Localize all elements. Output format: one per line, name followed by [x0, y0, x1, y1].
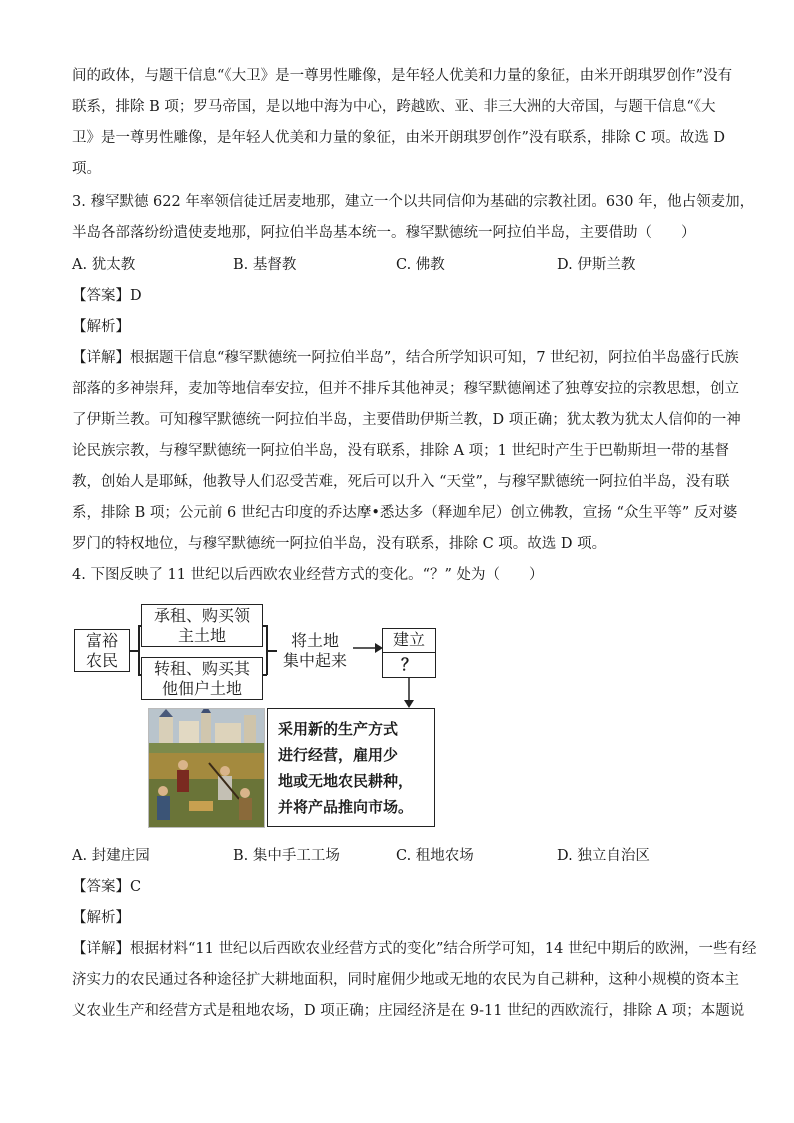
box-text: 将土地: [290, 630, 339, 650]
concentrate-land-box: [277, 629, 353, 672]
box-text: 转租、购买其: [153, 658, 250, 678]
question-4-stem: 4. 下图反映了 11 世纪以后西欧农业经营方式的变化。“？” 处为（ ）: [72, 567, 544, 583]
arrow-down-icon: [402, 678, 416, 708]
box-text: 农民: [85, 650, 118, 670]
description-line: 进行经营，雇用少: [278, 745, 399, 764]
option-b: B. 基督教: [233, 257, 297, 273]
lease-landlord-box: [141, 604, 263, 647]
analysis-label: 【解析】: [72, 910, 130, 926]
text-line: 联系，排除 B 项；罗马帝国，是以地中海为中心，跨越欧、亚、非三大洲的大帝国，与题干信息“《大: [72, 99, 716, 115]
answer-label: 【答案】: [72, 288, 130, 304]
box-text: 富裕: [85, 630, 118, 650]
establish-box: [382, 628, 436, 678]
detail-line: 了伊斯兰教。可知穆罕默德统一阿拉伯半岛，主要借助伊斯兰教，D 项正确；犹太教为犹太人信仰的一神: [72, 412, 741, 428]
text-line: 卫》是一尊男性雕像，是年轻人优美和力量的象征，由米开朗琪罗创作”没有联系，排除 C 项。故选 D: [72, 130, 725, 146]
option-b: B. 集中手工工场: [233, 848, 340, 864]
option-d: D. 伊斯兰教: [557, 257, 636, 273]
connector-line: [138, 625, 140, 675]
option-d: D. 独立自治区: [557, 848, 650, 864]
answer-line: [72, 877, 141, 897]
description-line: 并将产品推向市场。: [278, 797, 414, 816]
analysis-label: 【解析】: [72, 319, 130, 335]
detail-line: 济实力的农民通过各种途径扩大耕地面积，同时雇佣少地或无地的农民为自己耕种，这种小规模的资本主: [72, 972, 739, 988]
connector-line: [266, 650, 277, 652]
text-line: 项。: [72, 161, 101, 177]
option-c: C. 租地农场: [396, 848, 474, 864]
detail-line: 义农业生产和经营方式是租地农场，D 项正确；庄园经济是在 9-11 世纪的西欧流行，排除 A 项；本题说: [72, 1003, 745, 1019]
answer-line: [72, 286, 142, 306]
box-text: 他佃户土地: [161, 678, 242, 698]
detail-line: 【详解】根据题干信息“穆罕默德统一阿拉伯半岛”，结合所学知识可知，7 世纪初，阿拉伯半岛盛行氏族: [72, 350, 739, 366]
rich-farmers-box: [74, 629, 130, 672]
box-text: 承租、购买领: [153, 605, 250, 625]
detail-line: 罗门的特权地位，与穆罕默德统一阿拉伯半岛，没有联系，排除 C 项。故选 D 项。: [72, 536, 607, 552]
text-line: 间的政体，与题干信息“《大卫》是一尊男性雕像，是年轻人优美和力量的象征，由米开朗琪罗创作”没有: [72, 68, 733, 84]
detail-line: 论民族宗教，与穆罕默德统一阿拉伯半岛，没有联系，排除 A 项；1 世纪时产生于巴勒斯坦一带的基督: [72, 443, 730, 459]
description-box: [267, 708, 435, 827]
establish-label: 建立: [383, 629, 435, 653]
answer-label: 【答案】: [72, 879, 130, 895]
medieval-farming-painting: [148, 708, 265, 828]
option-a: A. 犹太教: [72, 257, 136, 273]
description-line: 采用新的生产方式: [278, 719, 399, 738]
option-a: A. 封建庄园: [72, 848, 150, 864]
answer-value: C: [130, 879, 142, 895]
arrow-right-icon: [353, 641, 383, 655]
question-3-stem: 半岛各部落纷纷遣使麦地那，阿拉伯半岛基本统一。穆罕默德统一阿拉伯半岛，主要借助（ ）: [72, 225, 696, 241]
option-c: C. 佛教: [396, 257, 445, 273]
detail-line: 教，创始人是耶稣，他教导人们忍受苦难，死后可以升入 “天堂”，与穆罕默德统一阿拉伯半岛，没有联: [72, 474, 730, 490]
question-3-stem: 3. 穆罕默德 622 年率领信徒迁居麦地那，建立一个以共同信仰为基础的宗教社团。630 年，他占领麦加，: [72, 194, 755, 210]
detail-line: 部落的多神崇拜，麦加等地信奉安拉，但并不排斥其他神灵；穆罕默德阐述了独尊安拉的宗教思想，创立: [72, 381, 739, 397]
description-line: 地或无地农民耕种，: [278, 771, 414, 790]
answer-value: D: [130, 288, 142, 304]
box-text: 集中起来: [282, 650, 347, 670]
detail-line: 系，排除 B 项；公元前 6 世纪古印度的乔达摩•悉达多（释迦牟尼）创立佛教，宣扬 “众生平等” 反对婆: [72, 505, 738, 521]
sublease-tenant-box: [141, 657, 263, 700]
question-mark-label: ？: [400, 655, 417, 674]
detail-line: 【详解】根据材料“11 世纪以后西欧农业经营方式的变化”结合所学可知，14 世纪中期后的欧洲，一些有经: [72, 941, 757, 957]
box-text: 主土地: [177, 625, 226, 645]
